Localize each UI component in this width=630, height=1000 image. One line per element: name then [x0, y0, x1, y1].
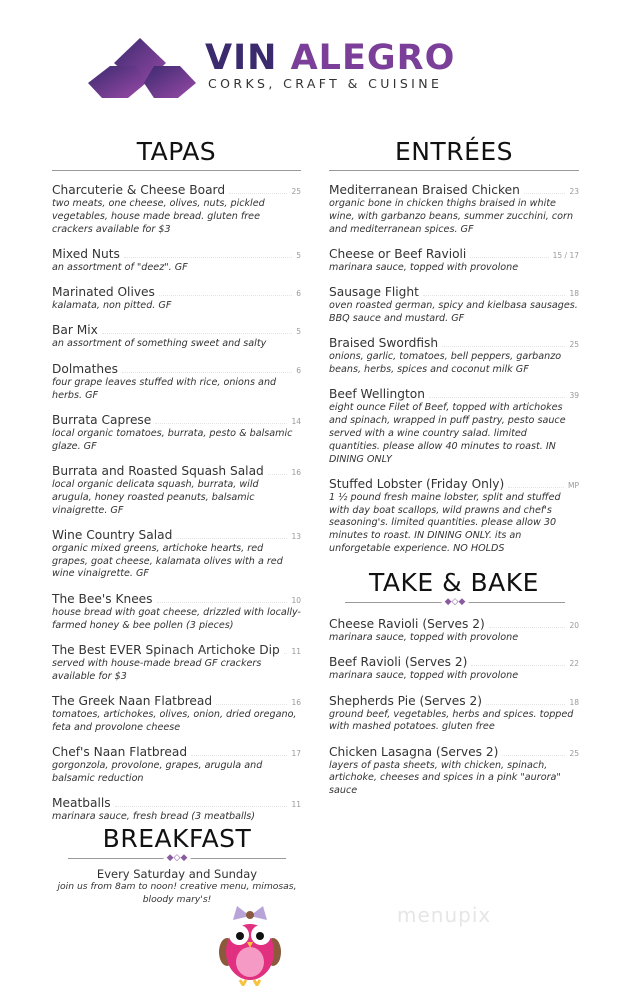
ornament-icon: ◆◇◆ [164, 854, 191, 863]
brand-tagline: CORKS, CRAFT & CUISINE [208, 76, 443, 91]
menu-item-description: marinara sauce, topped with provolone [329, 670, 519, 682]
menu-item [329, 336, 579, 377]
menu-item-price: 15 / 17 [552, 250, 579, 260]
menu-item-name: Chef's Naan Flatbread [52, 745, 188, 760]
menu-item [329, 694, 579, 735]
menu-item-name: Burrata and Roasted Squash Salad [52, 463, 264, 478]
owl-icon [215, 902, 285, 986]
menu-item-name: Charcuterie & Cheese Board [52, 183, 226, 197]
dotted-leader [486, 696, 565, 705]
section-title: ENTRÉES [394, 137, 514, 166]
ornament-icon: ◆◇◆ [442, 598, 469, 607]
menu-item [329, 247, 579, 275]
menu-item-name: Marinated Olives [52, 285, 155, 300]
menu-item-header [329, 477, 579, 492]
dotted-leader [268, 466, 288, 475]
dotted-leader [429, 389, 566, 398]
menu-item-price: 10 [291, 595, 301, 605]
menu-item-description: gorgonzola, provolone, grapes, arugula and balsamic reduction [52, 760, 263, 784]
menu-item-description: 1 ½ pound fresh maine lobster, split and stuffed with day boat scallops, wild prawns and chef's seasoning's. limited quantities. please allow 30 minutes to roast. IN DINING ONLY. its an unforgetable experience. NO HOLDS [329, 491, 561, 555]
menu-item-header [52, 247, 301, 262]
menu-item-price: 17 [291, 749, 301, 759]
menu-item-header [329, 617, 579, 632]
menu-item-header [52, 183, 301, 198]
menu-item-price: MP [568, 480, 579, 490]
menu-item-header [52, 285, 301, 300]
menu-item-header [329, 655, 579, 670]
brand-name-part1: VIN [205, 38, 278, 78]
menu-item-description: organic bone in chicken thighs braised in white wine, with garbanzo beans, summer zucchini, corn and mediterranean spices. GF [329, 198, 574, 235]
menu-item-header [329, 247, 579, 262]
dotted-leader [442, 338, 565, 347]
menu-item-name: Burrata Caprese [52, 412, 152, 427]
menu-item [329, 655, 579, 683]
menu-item-price: 11 [291, 800, 301, 810]
menu-item-price: 20 [569, 621, 579, 630]
menu-item-header [52, 592, 301, 607]
menu-item-price: 14 [291, 416, 301, 426]
menu-item-name: Dolmathes [52, 361, 118, 376]
dotted-leader [157, 594, 288, 603]
menu-item-header [329, 285, 579, 300]
breakfast-description: join us from 8am to noon! creative menu, mimosas, bloody mary's! [57, 881, 297, 905]
section-divider [345, 597, 565, 607]
breakfast-section [52, 824, 302, 906]
menu-item [329, 183, 579, 236]
menu-item-header [329, 694, 579, 709]
dotted-leader [155, 415, 287, 424]
menu-item [52, 413, 301, 454]
menu-item-name: Chicken Lasagna (Serves 2) [329, 744, 499, 759]
menu-item-price: 39 [569, 391, 579, 401]
section-divider [329, 170, 579, 171]
dotted-leader [191, 747, 287, 756]
menu-item-description: marinara sauce, topped with provolone [329, 632, 519, 643]
menu-item-description: organic mixed greens, artichoke hearts, red grapes, goat cheese, kalamata olives with a red wine vinaigrette. GF [52, 542, 283, 580]
menu-item [52, 592, 301, 633]
menu-item [52, 796, 301, 824]
menu-item-name: Mediterranean Braised Chicken [329, 183, 520, 197]
menu-item-price: 23 [569, 187, 579, 196]
menu-item [52, 183, 301, 236]
dotted-leader [489, 619, 566, 628]
menu-item-description: served with house-made bread GF crackers available for $3 [52, 657, 262, 682]
menu-item [52, 694, 301, 735]
menu-item [52, 643, 301, 684]
menu-item-name: Wine Country Salad [52, 527, 173, 542]
menu-item-description: layers of pasta sheets, with chicken, spinach, artichoke, cheeses and spices in a pink "aurora" sauce [329, 759, 561, 797]
dotted-leader [502, 747, 565, 756]
menu-item-description: marinara sauce, topped with provolone [329, 261, 519, 273]
menu-item-description: local organic delicata squash, burrata, wild arugula, honey roasted peanuts, balsamic vinaigrette. GF [52, 478, 259, 516]
menu-item-price: 6 [296, 289, 301, 299]
menu-item-price: 5 [296, 327, 301, 337]
section-title: TAKE & BAKE [369, 568, 539, 597]
menu-item-name: Cheese or Beef Ravioli [329, 246, 467, 261]
menu-item-name: Mixed Nuts [52, 246, 120, 261]
menu-item-header [329, 745, 579, 760]
section-title: TAPAS [136, 137, 217, 166]
menu-item-price: 25 [291, 187, 301, 196]
menu-item-name: The Best EVER Spinach Artichoke Dip [52, 642, 280, 657]
menu-item-header [52, 528, 301, 543]
menu-item-name: Sausage Flight [329, 285, 419, 300]
menu-item-header [52, 694, 301, 709]
menu-item-price: 5 [296, 250, 301, 260]
dotted-leader [470, 249, 548, 258]
menu-item-header [52, 643, 301, 658]
menu-item [52, 247, 301, 275]
dotted-leader [471, 657, 565, 666]
menu-item-price: 16 [291, 697, 301, 707]
menu-item-price: 16 [291, 467, 301, 477]
dotted-leader [102, 325, 292, 334]
menu-item-description: an assortment of "deez". GF [52, 261, 188, 273]
menu-item-name: Beef Wellington [329, 387, 425, 402]
dotted-leader [176, 530, 287, 539]
menu-item-header [52, 745, 301, 760]
dotted-leader [524, 185, 566, 194]
menu-item-description: ground beef, vegetables, herbs and spices. topped with mashed potatoes. gluten free [329, 708, 574, 733]
dotted-leader [159, 287, 292, 296]
section-title: BREAKFAST [102, 824, 252, 853]
brand-name [205, 38, 455, 78]
take-bake-section [329, 568, 579, 809]
tapas-section [52, 137, 301, 834]
menu-item [52, 323, 301, 351]
dotted-leader [508, 479, 564, 488]
menu-item-price: 13 [291, 531, 301, 541]
menu-item-name: Braised Swordfish [329, 336, 439, 351]
menu-item-header [52, 323, 301, 338]
menu-item [329, 285, 579, 326]
menu-item-name: Meatballs [52, 796, 111, 811]
menu-item [52, 528, 301, 581]
menu-item-header [52, 413, 301, 428]
dotted-leader [216, 696, 287, 705]
menu-item-name: The Greek Naan Flatbread [52, 693, 213, 708]
menu-item [52, 464, 301, 517]
menu-item-description: oven roasted german, spicy and kielbasa sausages. BBQ sauce and mustard. GF [329, 300, 578, 324]
menu-item [329, 387, 579, 466]
menu-item [52, 362, 301, 403]
menu-item-name: Stuffed Lobster (Friday Only) [329, 476, 505, 491]
menu-item-header [52, 362, 301, 377]
menu-item [329, 617, 579, 645]
menu-item-price: 25 [569, 748, 579, 758]
dotted-leader [115, 798, 288, 807]
menu-item [329, 477, 579, 556]
menu-item-description: onions, garlic, tomatoes, bell peppers, garbanzo beans, herbs, spices and coconut milk GF [329, 351, 562, 376]
menu-item [52, 285, 301, 313]
brand-name-part2: ALEGRO [290, 38, 456, 78]
menu-item-description: house bread with goat cheese, drizzled with locally-farmed honey & bee pollen (3 pieces) [52, 606, 301, 631]
menu-item-name: Bar Mix [52, 323, 98, 338]
menu-item-description: two meats, one cheese, olives, nuts, pickled vegetables, house made bread. gluten free crackers available for $3 [52, 198, 265, 235]
menu-item-header [52, 796, 301, 811]
menu-item-name: Beef Ravioli (Serves 2) [329, 655, 468, 670]
section-divider [52, 170, 301, 171]
menu-item-description: kalamata, non pitted. GF [52, 300, 172, 312]
dotted-leader [284, 645, 288, 654]
menu-item-description: local organic tomatoes, burrata, pesto & balsamic glaze. GF [52, 427, 293, 452]
menu-item-description: eight ounce Filet of Beef, topped with artichokes and spinach, wrapped in puff pastry, pesto sauce served with a wine country salad. limited quantities. please allow 40 minutes to roast. IN DINING ONLY [329, 402, 566, 465]
menu-item-price: 22 [569, 659, 579, 669]
entrees-section [329, 137, 579, 566]
menu-item-description: marinara sauce, fresh bread (3 meatballs) [52, 811, 256, 823]
breakfast-subtitle: Every Saturday and Sunday [96, 867, 258, 881]
menu-item-header [329, 183, 579, 198]
section-divider [68, 853, 286, 863]
menu-item-header [329, 336, 579, 351]
menu-item-price: 18 [569, 697, 579, 707]
menu-item-description: four grape leaves stuffed with rice, onions and herbs. GF [52, 376, 277, 401]
dotted-leader [229, 185, 287, 194]
menu-item-price: 25 [569, 340, 579, 350]
menu-item-description: an assortment of something sweet and salty [52, 338, 267, 350]
menu-item-price: 11 [291, 646, 301, 656]
dotted-leader [423, 287, 566, 296]
dotted-leader [124, 249, 292, 258]
menu-item-header [52, 464, 301, 479]
menu-item-name: Shepherds Pie (Serves 2) [329, 693, 482, 708]
menu-item-header [329, 387, 579, 402]
menu-item-price: 18 [569, 289, 579, 299]
watermark: menupix [397, 903, 492, 927]
menu-item-name: The Bee's Knees [52, 591, 153, 606]
menu-item-price: 6 [296, 365, 301, 375]
menu-item [329, 745, 579, 798]
menu-item-name: Cheese Ravioli (Serves 2) [329, 617, 485, 631]
menu-item-description: tomatoes, artichokes, olives, onion, dried oregano, feta and provolone cheese [52, 708, 297, 733]
menu-item [52, 745, 301, 786]
dotted-leader [122, 364, 292, 373]
